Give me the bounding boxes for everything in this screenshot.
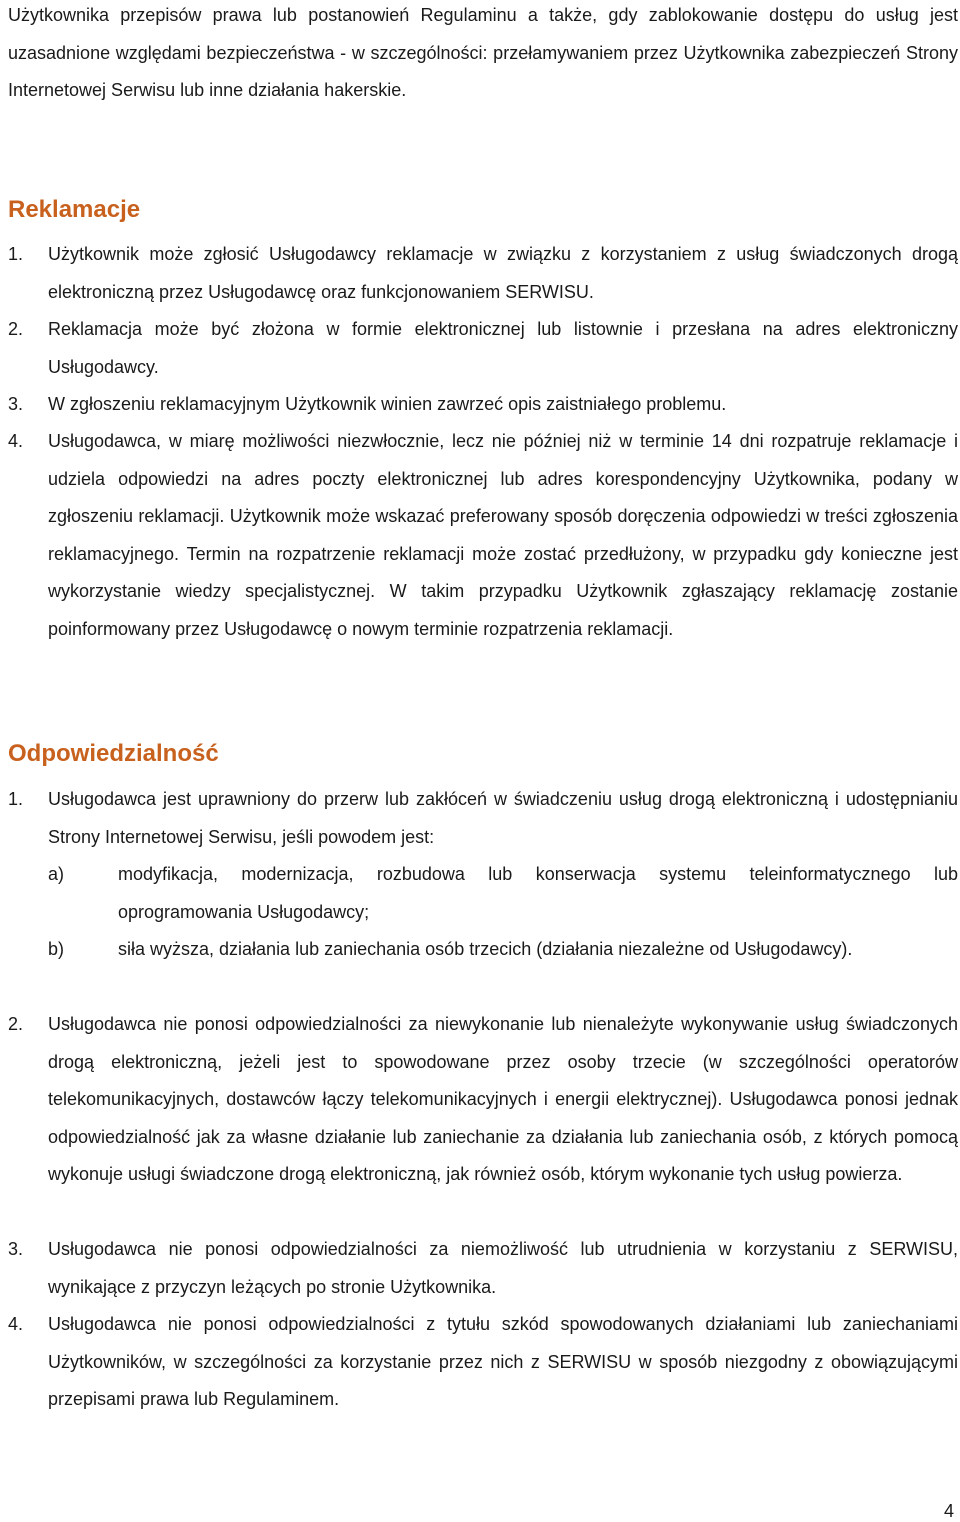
list-number: 1. — [8, 789, 24, 809]
list-item: Usługodawca nie ponosi odpowiedzialności z tytułu szkód spowodowanych działaniami lub zaniechaniami Użytkowników, w szczególności za korzystanie przez nich z SERWISU w sposób niezgodny z obowiązującymi przepisami prawa lub Regulaminem. — [48, 1314, 958, 1409]
sub-list-item: siła wyższa, działania lub zaniechania osób trzecich (działania niezależne od Usługodawcy). — [118, 939, 853, 959]
sub-list-item: modyfikacja, modernizacja, rozbudowa lub konserwacja systemu teleinformatycznego lub oprogramowania Usługodawcy; — [118, 864, 958, 922]
intro-paragraph: Użytkownika przepisów prawa lub postanowień Regulaminu a także, gdy zablokowanie dostępu do usług jest uzasadnione względami bezpieczeństwa - w szczególności: przełamywaniem przez Użytkownika zabezpieczeń Strony Internetowej Serwisu lub inne działania hakerskie. — [8, 5, 958, 100]
list-item: Usługodawca jest uprawniony do przerw lub zakłóceń w świadczeniu usług drogą elektroniczną i udostępnianiu Strony Internetowej Serwisu, jeśli powodem jest: — [48, 789, 958, 847]
list-item: Usługodawca nie ponosi odpowiedzialności za niewykonanie lub nienależyte wykonywanie usług świadczonych drogą elektroniczną, jeżeli jest to spowodowane przez osoby trzecie (w szczególności operatorów telekomunikacyjnych, dostawców łączy telekomunikacyjnych i energii elektrycznej). Usługodawca ponosi jednak odpowiedzialność jak za własne działanie lub zaniechanie za działania lub zaniechania osób, z których pomocą wykonuje usługi świadczone drogą elektroniczną, jak również osób, którym wykonanie tych usług powierza. — [48, 1014, 958, 1184]
list-item: Reklamacja może być złożona w formie elektronicznej lub listownie i przesłana na adres elektroniczny Usługodawcy. — [48, 319, 958, 377]
list-item: W zgłoszeniu reklamacyjnym Użytkownik winien zawrzeć opis zaistniałego problemu. — [48, 394, 727, 414]
sub-list-label: a) — [48, 864, 65, 884]
list-number: 2. — [8, 1014, 24, 1034]
section-heading-odpowiedzialnosc: Odpowiedzialność — [8, 740, 219, 767]
list-number: 4. — [8, 1314, 24, 1334]
list-number: 1. — [8, 244, 24, 264]
page-number: 4 — [943, 1501, 954, 1521]
section-heading-reklamacje: Reklamacje — [8, 196, 141, 223]
list-number: 3. — [8, 1239, 24, 1259]
sub-list-label: b) — [48, 939, 65, 959]
list-item: Usługodawca nie ponosi odpowiedzialności za niemożliwość lub utrudnienia w korzystaniu z SERWISU, wynikające z przyczyn leżących po stronie Użytkownika. — [48, 1239, 958, 1297]
list-number: 4. — [8, 431, 24, 451]
list-item: Użytkownik może zgłosić Usługodawcy reklamacje w związku z korzystaniem z usług świadczonych drogą elektroniczną przez Usługodawcę oraz funkcjonowaniem SERWISU. — [48, 244, 958, 302]
list-number: 3. — [8, 394, 24, 414]
list-number: 2. — [8, 319, 24, 339]
list-item: Usługodawca, w miarę możliwości niezwłocznie, lecz nie później niż w terminie 14 dni rozpatruje reklamacje i udziela odpowiedzi na adres poczty elektronicznej lub adres korespondencyjny Użytkownika, podany w zgłoszeniu reklamacji. Użytkownik może wskazać preferowany sposób doręczenia odpowiedzi w treści zgłoszenia reklamacyjnego. Termin na rozpatrzenie reklamacji może zostać przedłużony, w przypadku gdy konieczne jest wykorzystanie wiedzy specjalistycznej. W takim przypadku Użytkownik zgłaszający reklamację zostanie poinformowany przez Usługodawcę o nowym terminie rozpatrzenia reklamacji. — [48, 431, 958, 639]
